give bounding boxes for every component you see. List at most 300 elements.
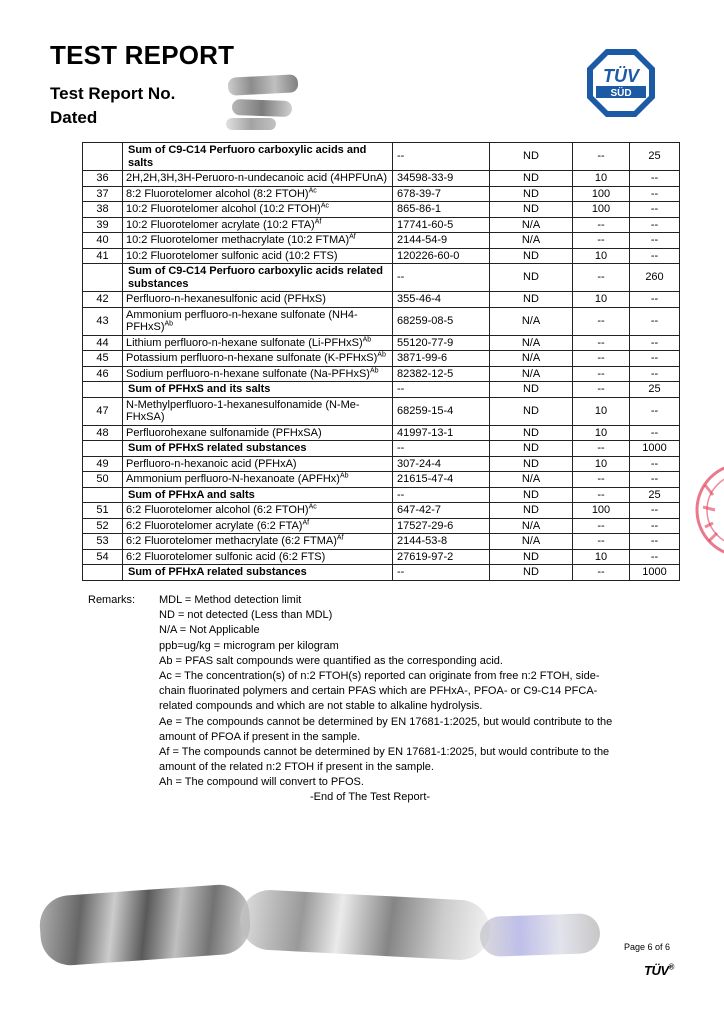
row-number-cell-text: 44 — [96, 336, 109, 349]
row-number-cell — [83, 217, 123, 233]
limit-cell — [630, 549, 680, 565]
substance-name-cell-text: Potassium perfluoro-n-hexane sulfonate (K-PFHxS) — [126, 352, 378, 364]
row-number-cell — [83, 143, 123, 171]
cas-number-cell-text: 68259-08-5 — [397, 314, 454, 327]
results-table — [82, 142, 680, 581]
limit-cell-text: 25 — [648, 383, 661, 395]
cas-number-cell — [393, 366, 490, 382]
substance-name-cell-text: 2H,2H,3H,3H-Peruoro-n-undecanoic acid (4HPFUnA) — [126, 172, 388, 184]
substance-name-cell — [123, 351, 393, 367]
table-row — [83, 518, 680, 534]
cas-number-cell-text: 2144-54-9 — [397, 234, 448, 246]
mdl-cell-text: 10 — [594, 249, 608, 262]
row-number-cell — [83, 292, 123, 308]
limit-cell-text: -- — [650, 218, 659, 231]
row-number-cell-text: 42 — [96, 293, 109, 305]
mdl-cell — [573, 366, 630, 382]
result-cell-text: N/A — [521, 218, 541, 231]
limit-cell-text: -- — [650, 234, 659, 246]
row-number-cell — [83, 487, 123, 503]
row-number-cell-text: 45 — [96, 352, 109, 364]
cas-number-cell-text: 3871-99-6 — [397, 352, 448, 364]
remarks-body — [159, 593, 679, 791]
limit-cell-text: -- — [650, 550, 659, 563]
substance-name-cell — [123, 186, 393, 202]
cas-number-cell-text: 68259-15-4 — [397, 404, 454, 417]
footnote-marker: Ab — [377, 351, 386, 359]
result-cell — [490, 549, 573, 565]
row-number-cell-text: 38 — [96, 203, 109, 215]
mdl-cell-text: -- — [597, 519, 605, 532]
limit-cell — [630, 382, 680, 398]
row-number-cell-text: 54 — [96, 550, 109, 563]
limit-cell — [630, 503, 680, 519]
substance-name-cell-text: Lithium perfluoro-n-hexane sulfonate (Li-PFHxS) — [126, 336, 363, 349]
limit-cell-text: -- — [650, 473, 659, 485]
row-number-cell — [83, 518, 123, 534]
mdl-cell-text: 10 — [594, 404, 608, 417]
remark-line: amount of the related n:2 FTOH if present in the sample. — [159, 761, 434, 774]
cas-number-cell — [393, 382, 490, 398]
cas-number-cell-text: 647-42-7 — [397, 504, 442, 516]
table-row — [83, 335, 680, 351]
cas-number-cell — [393, 143, 490, 171]
redaction-scribble — [479, 913, 600, 957]
cas-number-cell — [393, 487, 490, 503]
result-cell-text: ND — [523, 404, 539, 417]
result-cell — [490, 441, 573, 457]
substance-name-cell-text: Perfluoro-n-hexanoic acid (PFHxA) — [126, 457, 297, 470]
substance-name-cell — [123, 565, 393, 581]
footnote-marker: Ac — [308, 186, 317, 194]
footnote-marker: Af — [314, 217, 322, 225]
substance-name-cell-text: 10:2 Fluorotelomer acrylate (10:2 FTA) — [126, 218, 315, 231]
limit-cell — [630, 171, 680, 187]
limit-cell-text: 25 — [648, 488, 661, 501]
result-cell-text: N/A — [521, 352, 541, 364]
cas-number-cell — [393, 456, 490, 472]
remark-line: Ah = The compound will convert to PFOS. — [159, 776, 364, 789]
table-row — [83, 186, 680, 202]
cas-number-cell — [393, 217, 490, 233]
row-number-cell — [83, 549, 123, 565]
cas-number-cell-text: -- — [397, 488, 405, 501]
result-cell — [490, 397, 573, 425]
red-stamp-icon — [693, 455, 724, 565]
limit-cell — [630, 518, 680, 534]
mdl-cell — [573, 264, 630, 292]
limit-cell-text: 1000 — [642, 566, 667, 578]
cas-number-cell-text: 34598-33-9 — [397, 172, 454, 184]
result-cell-text: ND — [523, 442, 539, 454]
cas-number-cell — [393, 171, 490, 187]
row-number-cell-text: 52 — [96, 519, 109, 532]
limit-cell-text: -- — [650, 203, 659, 215]
substance-name-cell-text: 6:2 Fluorotelomer methacrylate (6:2 FTMA) — [126, 535, 337, 547]
cas-number-cell — [393, 335, 490, 351]
cas-number-cell-text: -- — [397, 271, 405, 284]
limit-cell — [630, 292, 680, 308]
limit-cell — [630, 217, 680, 233]
result-cell-text: ND — [523, 203, 539, 215]
cas-number-cell-text: -- — [397, 383, 405, 395]
substance-name-cell — [123, 292, 393, 308]
limit-cell — [630, 441, 680, 457]
table-row — [83, 503, 680, 519]
substance-name-cell-text: 10:2 Fluorotelomer alcohol (10:2 FTOH) — [126, 203, 321, 215]
mdl-cell-text: -- — [597, 383, 605, 395]
cas-number-cell — [393, 233, 490, 249]
limit-cell-text: -- — [650, 535, 659, 547]
limit-cell-text: -- — [650, 367, 659, 380]
cas-number-cell-text: 17741-60-5 — [397, 218, 454, 231]
mdl-cell-text: -- — [597, 367, 605, 380]
dated-label: Dated — [50, 108, 98, 127]
result-cell — [490, 366, 573, 382]
redaction-scribble — [226, 118, 276, 130]
substance-name-cell — [123, 171, 393, 187]
limit-cell-text: 260 — [645, 271, 664, 284]
substance-name-cell — [123, 202, 393, 218]
mdl-cell-text: -- — [597, 271, 605, 284]
cas-number-cell-text: 27619-97-2 — [397, 550, 454, 563]
sum-row — [83, 565, 680, 581]
mdl-cell — [573, 456, 630, 472]
row-number-cell-text: 51 — [96, 504, 109, 516]
result-cell — [490, 382, 573, 398]
cas-number-cell — [393, 397, 490, 425]
redaction-scribble — [232, 99, 293, 117]
result-cell-text: N/A — [521, 336, 541, 349]
row-number-cell — [83, 248, 123, 264]
cas-number-cell-text: 2144-53-8 — [397, 535, 448, 547]
result-cell — [490, 217, 573, 233]
mdl-cell — [573, 186, 630, 202]
cas-number-cell — [393, 186, 490, 202]
tuv-sud-octagon-logo — [586, 48, 656, 118]
result-cell-text: ND — [523, 383, 539, 395]
footnote-marker: Ab — [362, 335, 372, 343]
remark-line: MDL = Method detection limit — [159, 594, 302, 606]
mdl-cell — [573, 534, 630, 550]
mdl-cell-text: -- — [597, 535, 605, 547]
row-number-cell — [83, 233, 123, 249]
result-cell-text: ND — [523, 550, 539, 563]
limit-cell-text: -- — [650, 172, 659, 184]
substance-name-cell — [123, 456, 393, 472]
mdl-cell-text: 100 — [591, 187, 611, 200]
table-row — [83, 248, 680, 264]
table-row — [83, 456, 680, 472]
row-number-cell-text: 48 — [96, 426, 109, 439]
row-number-cell-text: 36 — [96, 172, 109, 184]
mdl-cell — [573, 549, 630, 565]
mdl-cell-text: -- — [597, 218, 605, 231]
limit-cell-text: -- — [650, 519, 659, 532]
remark-line: N/A = Not Applicable — [159, 624, 260, 637]
limit-cell — [630, 565, 680, 581]
cas-number-cell-text: 41997-13-1 — [397, 426, 454, 439]
substance-name-cell — [123, 472, 393, 488]
table-row — [83, 292, 680, 308]
footnote-marker: Af — [349, 233, 356, 241]
logo-text-bottom: SÜD — [610, 88, 632, 99]
row-number-cell — [83, 425, 123, 441]
row-number-cell — [83, 351, 123, 367]
table-row — [83, 351, 680, 367]
table-row — [83, 425, 680, 441]
row-number-cell — [83, 441, 123, 457]
mdl-cell-text: -- — [597, 234, 605, 246]
limit-cell — [630, 534, 680, 550]
report-number-label: Test Report No. — [50, 84, 176, 103]
mdl-cell — [573, 248, 630, 264]
substance-name-cell-text: Sum of PFHxA related substances — [128, 566, 307, 578]
result-cell-text: N/A — [521, 234, 541, 246]
sum-row — [83, 143, 680, 171]
mdl-cell-text: 100 — [591, 504, 611, 516]
remark-line: ppb=ug/kg = microgram per kilogram — [159, 639, 339, 652]
limit-cell — [630, 487, 680, 503]
substance-name-cell — [123, 217, 393, 233]
substance-name-cell-text: Sum of C9-C14 Perfuoro carboxylic acids related substances — [128, 265, 383, 290]
footnote-marker: Ac — [320, 202, 329, 210]
limit-cell — [630, 425, 680, 441]
substance-name-cell — [123, 366, 393, 382]
row-number-cell — [83, 335, 123, 351]
sum-row — [83, 382, 680, 398]
result-cell — [490, 335, 573, 351]
substance-name-cell — [123, 143, 393, 171]
mdl-cell-text: 10 — [594, 426, 608, 439]
limit-cell-text: -- — [650, 426, 659, 439]
substance-name-cell-text: Ammonium perfluoro-N-hexanoate (APFHx) — [126, 473, 340, 485]
row-number-cell-text: 50 — [96, 473, 109, 485]
remark-line: Ac = The concentration(s) of n:2 FTOH(s) reported can originate from free n:2 FTOH, side- — [159, 670, 600, 683]
result-cell-text: N/A — [521, 314, 541, 327]
footnote-marker: Ab — [339, 472, 349, 480]
cas-number-cell — [393, 248, 490, 264]
report-title: TEST REPORT — [50, 40, 235, 70]
result-cell-text: ND — [523, 426, 539, 439]
substance-name-cell-text: Sum of PFHxS and its salts — [128, 383, 271, 395]
substance-name-cell — [123, 248, 393, 264]
table-row — [83, 307, 680, 335]
footnote-marker: Ab — [369, 366, 379, 374]
result-cell — [490, 233, 573, 249]
limit-cell-text: -- — [650, 336, 659, 349]
substance-name-cell-text: 6:2 Fluorotelomer alcohol (6:2 FTOH) — [126, 504, 309, 516]
page-number: Page 6 of 6 — [624, 942, 671, 952]
cas-number-cell-text: 307-24-4 — [397, 457, 442, 470]
table-row — [83, 366, 680, 382]
substance-name-cell-text: Ammonium perfluoro-n-hexane sulfonate (NH4-PFHxS) — [126, 308, 358, 333]
remark-line: chain fluorinated polymers and certain PFAS which are PFHxA-, PFOA- or C9-C14 PFCA- — [159, 685, 598, 698]
mdl-cell — [573, 441, 630, 457]
mdl-cell — [573, 518, 630, 534]
row-number-cell-text: 53 — [96, 535, 109, 547]
table-row — [83, 549, 680, 565]
sum-row — [83, 264, 680, 292]
substance-name-cell — [123, 487, 393, 503]
result-cell — [490, 248, 573, 264]
result-cell — [490, 143, 573, 171]
sum-row — [83, 441, 680, 457]
mdl-cell — [573, 292, 630, 308]
remark-line: Af = The compounds cannot be determined by EN 17681-1:2025, but would contribute to the — [159, 746, 610, 759]
result-cell-text: ND — [523, 293, 539, 305]
cas-number-cell-text: -- — [397, 442, 405, 454]
substance-name-cell — [123, 441, 393, 457]
mdl-cell — [573, 351, 630, 367]
table-row — [83, 202, 680, 218]
mdl-cell — [573, 171, 630, 187]
mdl-cell-text: -- — [597, 314, 605, 327]
mdl-cell-text: -- — [597, 150, 605, 163]
result-cell — [490, 202, 573, 218]
mdl-cell-text: -- — [597, 336, 605, 349]
cas-number-cell-text: 17527-29-6 — [397, 519, 454, 532]
result-cell-text: ND — [523, 249, 539, 262]
row-number-cell-text: 46 — [96, 367, 109, 380]
tuv-brand-mark — [644, 963, 674, 978]
limit-cell — [630, 202, 680, 218]
mdl-cell — [573, 425, 630, 441]
limit-cell — [630, 233, 680, 249]
row-number-cell — [83, 202, 123, 218]
mdl-cell — [573, 202, 630, 218]
substance-name-cell — [123, 534, 393, 550]
table-row — [83, 233, 680, 249]
substance-name-cell-text: 10:2 Fluorotelomer methacrylate (10:2 FTMA) — [126, 234, 350, 246]
row-number-cell — [83, 366, 123, 382]
limit-cell — [630, 186, 680, 202]
substance-name-cell-text: 6:2 Fluorotelomer sulfonic acid (6:2 FTS) — [126, 550, 326, 563]
limit-cell — [630, 366, 680, 382]
row-number-cell — [83, 472, 123, 488]
logo-text-top: TÜV — [603, 66, 639, 86]
table-row — [83, 472, 680, 488]
limit-cell-text: -- — [650, 249, 659, 262]
limit-cell — [630, 335, 680, 351]
row-number-cell-text: 40 — [96, 234, 109, 246]
cas-number-cell-text: 21615-47-4 — [397, 473, 454, 485]
footnote-marker: Ac — [308, 503, 317, 511]
substance-name-cell — [123, 264, 393, 292]
cas-number-cell-text: 355-46-4 — [397, 293, 442, 305]
redaction-scribble — [239, 888, 492, 961]
limit-cell-text: -- — [650, 352, 659, 364]
result-cell-text: N/A — [521, 519, 541, 532]
cas-number-cell — [393, 425, 490, 441]
result-cell — [490, 534, 573, 550]
limit-cell — [630, 456, 680, 472]
substance-name-cell-text: 8:2 Fluorotelomer alcohol (8:2 FTOH) — [126, 187, 309, 200]
row-number-cell-text: 39 — [96, 218, 109, 231]
cas-number-cell-text: 55120-77-9 — [397, 336, 454, 349]
row-number-cell — [83, 171, 123, 187]
result-cell — [490, 565, 573, 581]
registered-mark: ® — [668, 962, 674, 972]
substance-name-cell-text: N-Methylperfluoro-1-hexanesulfonamide (N-Me-FHxSA) — [126, 398, 360, 423]
row-number-cell-text: 43 — [96, 314, 109, 327]
result-cell-text: N/A — [521, 535, 541, 547]
remark-line: amount of PFOA if present in the sample. — [159, 730, 361, 743]
limit-cell-text: -- — [650, 457, 659, 470]
limit-cell-text: -- — [650, 404, 659, 417]
mdl-cell — [573, 472, 630, 488]
result-cell-text: ND — [523, 566, 539, 578]
substance-name-cell — [123, 335, 393, 351]
cas-number-cell-text: -- — [397, 150, 405, 163]
cas-number-cell — [393, 351, 490, 367]
remark-line: Ae = The compounds cannot be determined by EN 17681-1:2025, but would contribute to the — [159, 715, 613, 728]
row-number-cell-text: 47 — [96, 404, 109, 417]
result-cell — [490, 456, 573, 472]
limit-cell-text: -- — [650, 187, 659, 200]
substance-name-cell-text: Sum of PFHxA and salts — [128, 488, 255, 501]
limit-cell — [630, 307, 680, 335]
end-of-report: -End of The Test Report- — [310, 791, 431, 803]
mdl-cell — [573, 307, 630, 335]
result-cell-text: ND — [523, 271, 539, 284]
limit-cell-text: -- — [650, 314, 659, 327]
row-number-cell — [83, 534, 123, 550]
result-cell — [490, 292, 573, 308]
substance-name-cell — [123, 397, 393, 425]
limit-cell-text: 1000 — [642, 442, 667, 454]
row-number-cell — [83, 397, 123, 425]
limit-cell — [630, 143, 680, 171]
mdl-cell — [573, 397, 630, 425]
remarks-label: Remarks: — [88, 594, 136, 606]
result-cell-text: N/A — [521, 367, 541, 380]
remark-line: ND = not detected (Less than MDL) — [159, 609, 333, 622]
mdl-cell — [573, 233, 630, 249]
mdl-cell — [573, 565, 630, 581]
sum-row — [83, 487, 680, 503]
substance-name-cell — [123, 503, 393, 519]
row-number-cell — [83, 565, 123, 581]
mdl-cell-text: 100 — [591, 203, 611, 215]
result-cell — [490, 487, 573, 503]
remark-line: related compounds and which are not stable to alkaline hydrolysis. — [159, 700, 483, 713]
limit-cell — [630, 248, 680, 264]
result-cell — [490, 518, 573, 534]
limit-cell — [630, 472, 680, 488]
mdl-cell-text: 10 — [594, 172, 608, 184]
result-cell — [490, 264, 573, 292]
row-number-cell — [83, 382, 123, 398]
limit-cell — [630, 351, 680, 367]
result-cell-text: ND — [523, 457, 539, 470]
cas-number-cell — [393, 307, 490, 335]
mdl-cell-text: 10 — [594, 550, 608, 563]
cas-number-cell — [393, 534, 490, 550]
result-cell — [490, 472, 573, 488]
row-number-cell — [83, 307, 123, 335]
footnote-marker: Af — [302, 518, 310, 526]
remark-line: Ab = PFAS salt compounds were quantified as the corresponding acid. — [159, 654, 503, 667]
result-cell — [490, 425, 573, 441]
limit-cell — [630, 397, 680, 425]
cas-number-cell-text: 865-86-1 — [397, 203, 442, 215]
mdl-cell-text: -- — [597, 488, 605, 501]
result-cell — [490, 171, 573, 187]
mdl-cell — [573, 382, 630, 398]
row-number-cell-text: 41 — [96, 249, 109, 262]
substance-name-cell-text: Perfluorohexane sulfonamide (PFHxSA) — [126, 426, 322, 439]
